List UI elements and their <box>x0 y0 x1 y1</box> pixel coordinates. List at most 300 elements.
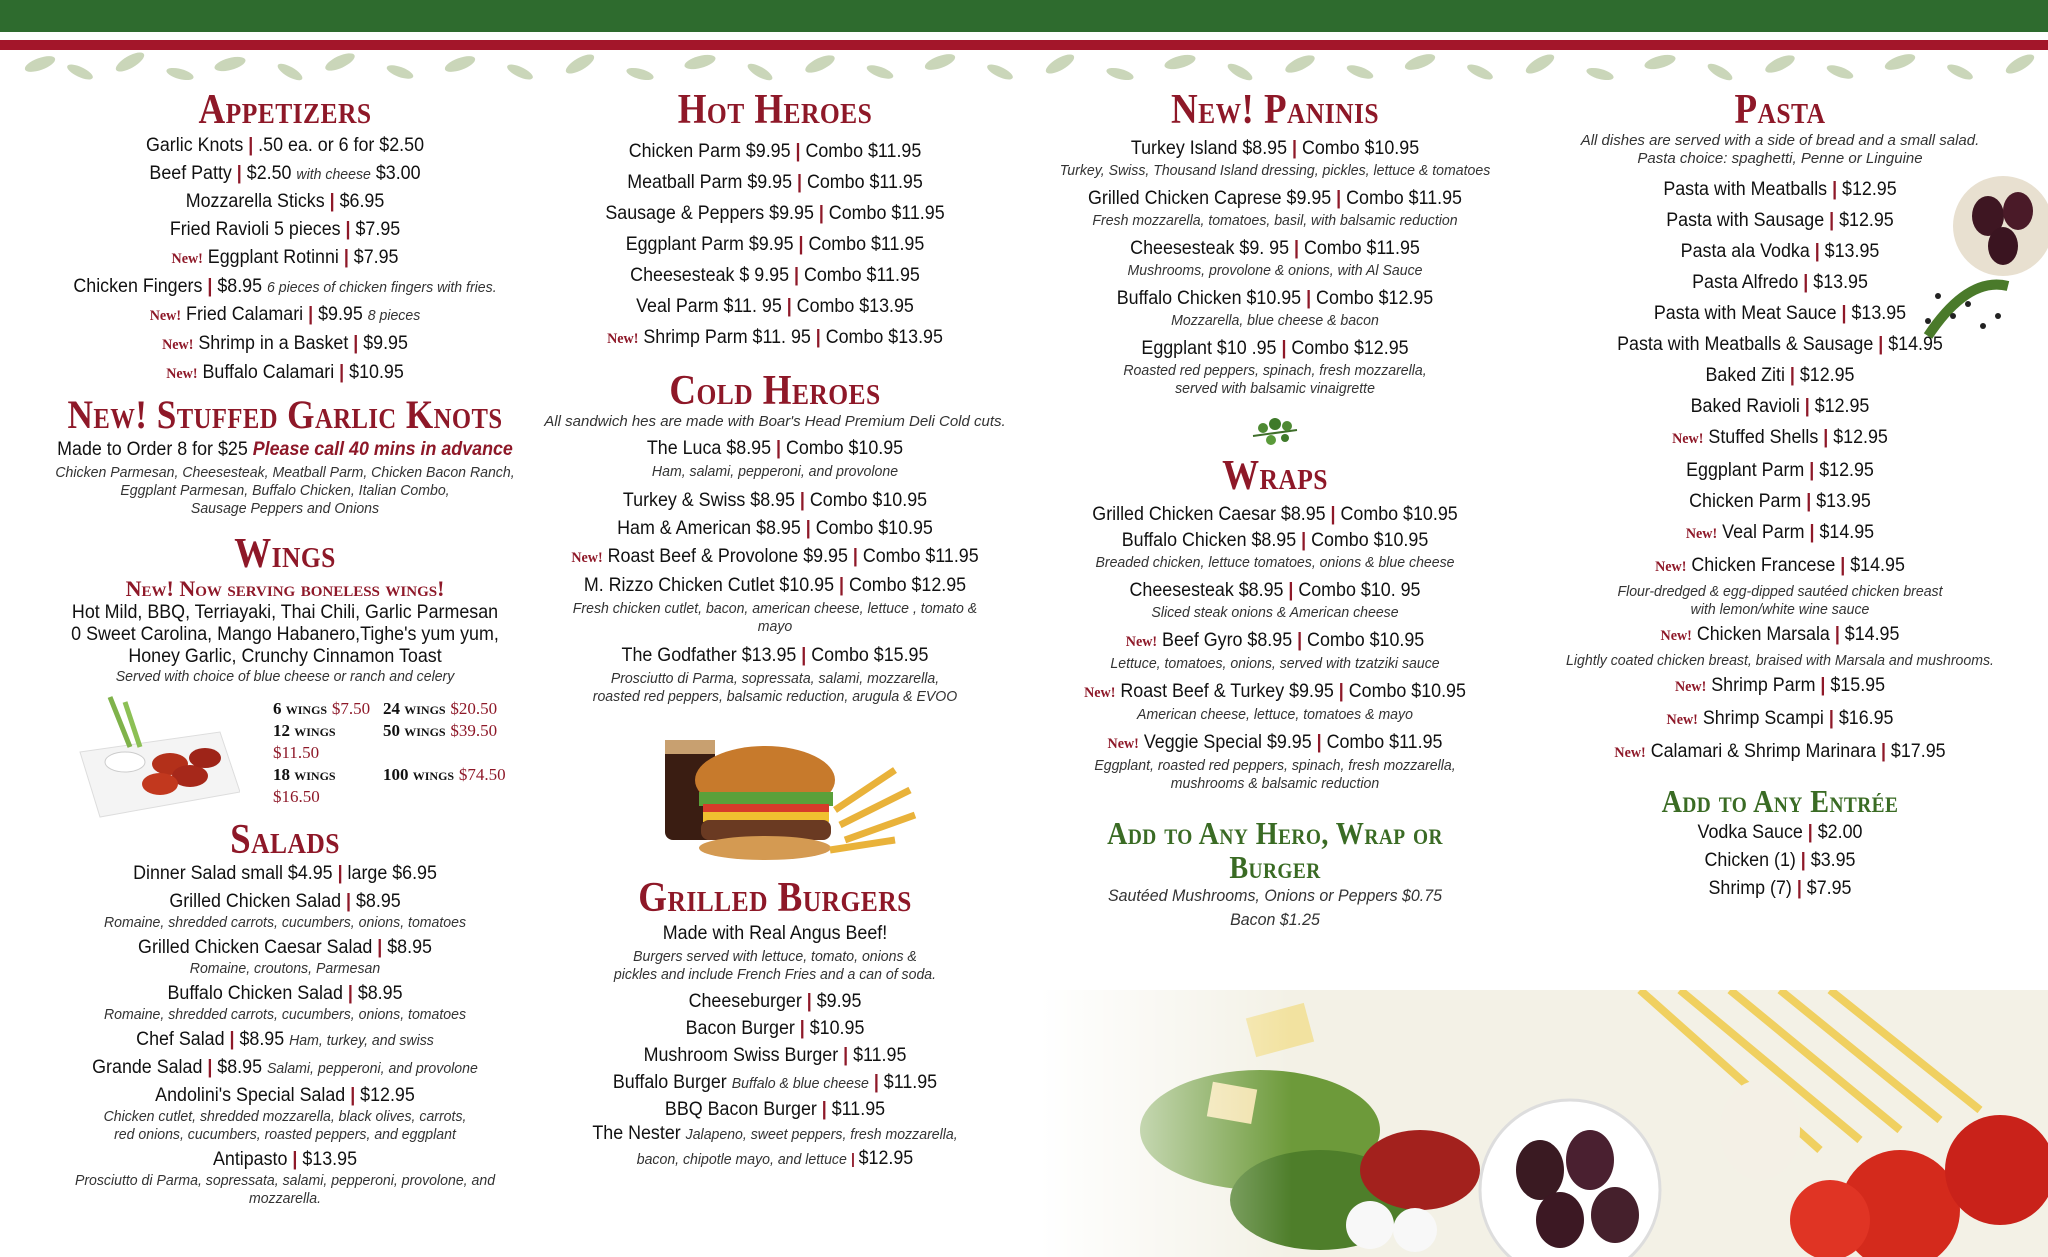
hot-heroes-title: Hot Heroes <box>677 87 873 133</box>
menu-item <box>1545 670 2015 703</box>
menu-item <box>554 487 996 515</box>
price-separator: | <box>1276 338 1292 360</box>
price-separator: | <box>800 518 816 540</box>
wraps-section <box>1040 454 1510 799</box>
item-combo: Combo $13.95 <box>825 327 943 349</box>
item-name: Eggplant <box>1141 338 1212 360</box>
new-badge: New! <box>162 337 194 354</box>
item-desc: Sliced steak onions & American cheese <box>1151 604 1399 622</box>
item-price: $14.95 <box>1888 334 1943 356</box>
item-price: $10.95 <box>1246 288 1302 310</box>
item-price: $12.95 <box>1842 179 1897 201</box>
item-combo: Combo $15.95 <box>811 645 929 667</box>
item-price: $10.95 <box>349 362 404 384</box>
menu-item <box>554 1096 996 1123</box>
item-name: Chicken Francese <box>1691 555 1836 577</box>
item-price: $13.95 <box>1816 491 1871 513</box>
wings-section <box>30 532 540 818</box>
item-price: $ 9.95 <box>739 265 790 287</box>
wraps-title: Wraps <box>1222 453 1328 500</box>
herb-sprig-icon <box>1245 410 1305 450</box>
item-name: Roast Beef & Turkey <box>1120 681 1285 703</box>
item-price: $15.95 <box>1830 675 1886 697</box>
price-separator: | <box>789 265 804 287</box>
new-badge: New! <box>1674 679 1707 696</box>
price-separator: | <box>1799 396 1815 418</box>
item-price: $13.95 <box>302 1149 358 1171</box>
item-price: $13.95 <box>1813 272 1868 294</box>
menu-item <box>1545 619 2015 652</box>
item-price: $9.95 <box>745 141 791 163</box>
item-combo: Combo $10.95 <box>1301 138 1420 160</box>
paninis-section <box>1040 88 1510 404</box>
menu-item <box>554 1042 996 1069</box>
price-separator: | <box>834 575 849 597</box>
item-combo: Combo $11.95 <box>808 234 925 256</box>
item-name: Eggplant Parm <box>1686 460 1805 482</box>
burger-photo <box>625 730 925 870</box>
price-separator: | <box>243 135 259 157</box>
item-name: Veggie Special <box>1143 732 1263 754</box>
item-name: Mozzarella Sticks <box>185 191 325 213</box>
menu-item <box>45 1148 524 1172</box>
menu-item <box>1545 360 2015 391</box>
item-name: Antipasto <box>212 1149 288 1171</box>
item-name: Chicken (1) <box>1704 849 1796 871</box>
new-badge: New! <box>1660 628 1692 645</box>
add-hero-line: Sautéed Mushrooms, Onions or Peppers $0.75 <box>1107 886 1442 906</box>
wings-count: 18 wings <box>273 765 336 785</box>
menu-item <box>45 1028 524 1052</box>
price-separator: | <box>1824 210 1840 232</box>
burgers-desc: pickles and include French Fries and a can of soda. <box>613 966 937 984</box>
item-desc: Flour-dredged & egg-dipped sautéed chicken breast <box>1617 583 1943 601</box>
item-price: $9.95 <box>803 546 848 568</box>
wings-price-value: $11.50 <box>273 743 320 763</box>
wings-price-value: $20.50 <box>450 699 498 719</box>
wings-price-value: $16.50 <box>273 787 320 807</box>
item-price: $12.95 <box>1819 460 1874 482</box>
menu-item <box>554 988 996 1015</box>
menu-item <box>45 982 524 1006</box>
pasta-note: All dishes are served with a side of bread and a small salad. <box>1580 132 1980 150</box>
wings-flavors: Honey Garlic, Crunchy Cinnamon Toast <box>128 646 442 668</box>
item-price: $8.95 <box>1280 504 1326 526</box>
price-separator: | <box>1287 138 1302 160</box>
stuffed-knots-desc: Chicken Parmesan, Cheesesteak, Meatball Parm, Chicken Bacon Ranch, <box>55 464 515 482</box>
item-price: $12.95 <box>858 1148 914 1170</box>
menu-item <box>45 160 524 188</box>
price-separator: | <box>810 327 826 349</box>
item-price: $8.95 <box>1238 580 1284 602</box>
item-name: Buffalo Burger <box>612 1072 727 1094</box>
item-price: $13.95 <box>1824 241 1880 263</box>
price-separator: | <box>1827 179 1843 201</box>
item-name: Grande Salad <box>92 1057 203 1079</box>
item-desc: Ham, turkey, and swiss <box>289 1032 434 1050</box>
price-separator: | <box>1333 681 1349 703</box>
item-combo: Combo $12.95 <box>1291 338 1409 360</box>
item-price: $11.95 <box>853 1045 907 1067</box>
item-price: $8.95 <box>357 983 403 1005</box>
item-price: $8.95 <box>217 1057 262 1079</box>
item-name: Sausage & Peppers <box>605 203 765 225</box>
item-desc: Buffalo & blue cheese <box>731 1075 869 1093</box>
add-hero-title: Add to Any Hero, Wrap or Burger <box>1107 815 1443 885</box>
salads-list <box>30 862 540 1212</box>
price-separator: | <box>348 333 364 355</box>
item-combo: Combo $11.95 <box>1303 238 1420 260</box>
item-price: $7.95 <box>353 247 399 269</box>
salads-title: Salads <box>230 817 340 864</box>
menu-item <box>45 273 524 301</box>
item-name: The Luca <box>646 438 722 460</box>
price-separator: | <box>790 141 806 163</box>
item-combo: Combo $10.95 <box>1311 530 1429 552</box>
price-separator: | <box>1311 732 1327 754</box>
item-desc: American cheese, lettuce, tomatoes & mayo <box>1137 706 1413 724</box>
item-desc: Turkey, Swiss, Thousand Island dressing, pickles, lettuce & tomatoes <box>1059 162 1491 180</box>
menu-item <box>45 330 524 359</box>
price-separator: | <box>1835 555 1851 577</box>
menu-item <box>554 136 996 167</box>
header-green-stripe <box>0 0 2048 32</box>
item-price: $9.95 <box>1289 681 1334 703</box>
menu-item <box>554 229 996 260</box>
item-price: $10 .95 <box>1216 338 1277 360</box>
column-2 <box>540 88 1010 1173</box>
item-desc: Salami, pepperoni, and provolone <box>266 1060 478 1078</box>
price-separator: | <box>345 1085 361 1107</box>
item-desc: served with balsamic vinaigrette <box>1175 380 1375 398</box>
stuffed-knots-advance-note: Please call 40 mins in advance <box>252 439 513 461</box>
item-price: $11. 95 <box>723 296 782 318</box>
item-price: $7.95 <box>1806 877 1852 899</box>
price-separator: | <box>1804 522 1820 544</box>
menu-item <box>1054 186 1496 212</box>
price-separator: | <box>1873 334 1889 356</box>
item-name: Baked Ziti <box>1705 365 1785 387</box>
price-separator: | <box>1829 624 1845 646</box>
item-desc: Romaine, shredded carrots, cucumbers, onions, tomatoes <box>103 914 467 932</box>
menu-item <box>45 216 524 244</box>
burgers-list <box>540 988 1010 1123</box>
price-separator: | <box>231 163 247 185</box>
menu-item <box>554 322 996 355</box>
item-desc: roasted red peppers, balsamic reduction, arugula & EVOO <box>592 688 958 706</box>
burgers-desc: Burgers served with lettuce, tomato, onions & <box>633 948 917 966</box>
item-desc: Lightly coated chicken breast, braised with Marsala and mushrooms. <box>1566 652 1994 670</box>
item-price: $9.95 <box>318 304 363 326</box>
wings-price-item <box>383 720 513 764</box>
olive-bowl-photo <box>1908 176 2048 356</box>
menu-item <box>45 1056 524 1080</box>
price-separator: | <box>816 1099 832 1121</box>
menu-item <box>554 167 996 198</box>
item-combo: Combo $12.95 <box>848 575 967 597</box>
item-desc: Breaded chicken, lettuce tomatoes, onions & blue cheese <box>1095 554 1455 572</box>
item-price: $17.95 <box>1890 741 1946 763</box>
wings-price-item <box>383 698 513 720</box>
menu-item <box>1054 336 1496 362</box>
item-combo: Combo $10.95 <box>1348 681 1466 703</box>
menu-item <box>45 188 524 216</box>
menu-item <box>45 1084 524 1108</box>
wings-price-value: $39.50 <box>450 721 498 741</box>
price-separator: | <box>1292 630 1308 652</box>
item-combo: Combo $11.95 <box>828 203 945 225</box>
burgers-sub: Made with Real Angus Beef! <box>662 923 888 945</box>
pasta-note: Pasta choice: spaghetti, Penne or Linguine <box>1637 150 1923 168</box>
price-separator: | <box>792 172 807 194</box>
item-name: Vodka Sauce <box>1697 821 1803 843</box>
item-name: Bacon Burger <box>685 1018 795 1040</box>
item-price: $8.95 <box>1251 530 1297 552</box>
hot-heroes-list <box>540 136 1010 355</box>
price-separator: | <box>1331 188 1347 210</box>
item-name: Grilled Chicken Salad <box>169 891 342 913</box>
item-desc: 8 pieces <box>367 307 421 325</box>
item-price: $8.95 <box>355 891 401 913</box>
new-badge: New! <box>1685 526 1718 543</box>
cold-heroes-title: Cold Heroes <box>669 368 881 415</box>
item-name: Shrimp Scampi <box>1702 708 1824 730</box>
item-price: $9. 95 <box>1239 238 1290 260</box>
menu-item <box>554 642 996 670</box>
column-3 <box>1040 88 1510 932</box>
menu-item <box>554 515 996 543</box>
item-price: $14.95 <box>1850 555 1905 577</box>
price-separator: | <box>1795 849 1811 871</box>
item-price: $9.95 <box>363 333 408 355</box>
column-1 <box>30 88 540 1212</box>
hot-heroes-section <box>540 88 1010 355</box>
menu-item <box>45 359 524 388</box>
item-desc: Romaine, croutons, Parmesan <box>189 960 381 978</box>
item-desc: Chicken cutlet, shredded mozzarella, black olives, carrots, <box>103 1108 467 1126</box>
item-price: large $6.95 <box>347 863 437 885</box>
item-price: $8.95 <box>239 1029 285 1051</box>
price-separator: | <box>838 1045 854 1067</box>
menu-item <box>1054 286 1496 312</box>
price-separator: | <box>1815 675 1831 697</box>
item-name: Chicken Parm <box>628 141 741 163</box>
wings-photo <box>70 692 240 818</box>
burgers-title: Grilled Burgers <box>638 875 912 922</box>
item-desc: bacon, chipotle mayo, and lettuce <box>636 1151 847 1169</box>
item-name: Buffalo Chicken <box>1121 530 1247 552</box>
stuffed-knots-section <box>30 394 540 518</box>
menu-item <box>1054 502 1496 528</box>
add-hero-line: Bacon $1.25 <box>1230 910 1320 930</box>
price-separator: | <box>334 362 350 384</box>
menu-item <box>554 1015 996 1042</box>
menu-item <box>1545 517 2015 550</box>
stuffed-knots-desc: Eggplant Parmesan, Buffalo Chicken, Italian Combo, <box>120 482 450 500</box>
item-name: Beef Gyro <box>1162 630 1243 652</box>
price-separator: | <box>1801 491 1817 513</box>
item-name: Pasta Alfredo <box>1692 272 1799 294</box>
item-desc: Fresh mozzarella, tomatoes, basil, with balsamic reduction <box>1092 212 1458 230</box>
item-name: Chicken Parm <box>1689 491 1802 513</box>
new-badge: New! <box>1614 745 1646 762</box>
appetizers-list <box>30 132 540 388</box>
cold-heroes-note: All sandwich hes are made with Boar's Head Premium Deli Cold cuts. <box>544 413 1006 431</box>
item-price: $12.95 <box>360 1085 415 1107</box>
item-price: $9.95 <box>769 203 814 225</box>
menu-item <box>554 1069 996 1096</box>
stuffed-knots-title: New! Stuffed Garlic Knots <box>67 392 503 438</box>
wings-count: 100 wings <box>383 765 455 785</box>
cold-heroes-section <box>540 369 1010 712</box>
item-combo: Combo $10.95 <box>1340 504 1458 526</box>
price-separator: | <box>1296 530 1312 552</box>
item-price: $10.95 <box>779 575 835 597</box>
item-price: $12.95 <box>1833 427 1888 449</box>
item-name: Mushroom Swiss Burger <box>643 1045 839 1067</box>
item-name: Buffalo Calamari <box>202 362 335 384</box>
menu-item <box>1545 819 2015 847</box>
price-separator: | <box>1823 708 1839 730</box>
item-price: .50 ea. or 6 for $2.50 <box>258 135 425 157</box>
menu-item <box>1054 528 1496 554</box>
item-price: $10.95 <box>809 1018 865 1040</box>
item-name: Beef Patty <box>149 163 232 185</box>
menu-item <box>1054 628 1496 655</box>
item-price: $8.95 <box>756 518 801 540</box>
price-separator: | <box>1289 238 1304 260</box>
menu-item <box>554 291 996 322</box>
menu-item <box>1054 236 1496 262</box>
item-name: Baked Ravioli <box>1690 396 1800 418</box>
price-separator: | <box>793 234 809 256</box>
pasta-title: Pasta <box>1734 87 1826 133</box>
price-separator: | <box>1804 460 1820 482</box>
salads-section <box>30 818 540 1212</box>
new-badge: New! <box>149 308 182 325</box>
menu-item <box>45 936 524 960</box>
add-hero-section <box>1040 817 1510 932</box>
wings-subtitle: New! Now serving boneless wings! <box>125 576 445 602</box>
item-name: BBQ Bacon Burger <box>664 1099 817 1121</box>
price-separator: | <box>1301 288 1317 310</box>
menu-item <box>554 572 996 600</box>
wings-price-value: $7.50 <box>331 699 371 719</box>
item-price: $11.95 <box>831 1099 886 1121</box>
wings-count: 6 wings <box>273 699 328 719</box>
item-price: $9.95 <box>816 991 862 1013</box>
item-price: $11.95 <box>883 1072 938 1094</box>
wings-flavors: 0 Sweet Carolina, Mango Habanero,Tighe's yum yum, <box>71 624 499 646</box>
item-name: Grilled Chicken Caesar <box>1092 504 1276 526</box>
vegetables-photo <box>1040 990 2048 1257</box>
item-name: Cheesesteak <box>1129 580 1234 602</box>
item-name: Roast Beef & Provolone <box>607 546 799 568</box>
item-name: Turkey & Swiss <box>622 490 746 512</box>
item-price: $12.95 <box>1814 396 1870 418</box>
price-separator: | <box>1802 821 1818 843</box>
item-name: Ham & American <box>617 518 752 540</box>
wraps-list <box>1040 502 1510 799</box>
item-price: $8.95 <box>217 276 263 298</box>
item-combo: Combo $10.95 <box>1307 630 1425 652</box>
item-name: Cheeseburger <box>688 991 802 1013</box>
price-separator: | <box>796 645 812 667</box>
add-entree-list <box>1530 819 2030 903</box>
menu-item <box>1054 136 1496 162</box>
item-combo: Combo $10.95 <box>809 490 928 512</box>
price-separator: | <box>1325 504 1341 526</box>
item-price: $13.95 <box>741 645 797 667</box>
menu-item <box>554 198 996 229</box>
item-name: The Godfather <box>621 645 737 667</box>
item-name: Dinner Salad small $4.95 <box>133 863 333 885</box>
menu-item <box>1545 486 2015 517</box>
item-name: Andolini's Special Salad <box>155 1085 346 1107</box>
menu-item <box>1545 455 2015 486</box>
item-price: $3.95 <box>1810 849 1856 871</box>
item-combo: Combo $11.95 <box>806 172 923 194</box>
price-separator: | <box>794 490 810 512</box>
item-combo: Combo $11.95 <box>1326 732 1443 754</box>
menu-item <box>1054 679 1496 706</box>
item-price: $8.95 <box>726 438 772 460</box>
menu-item <box>1545 391 2015 422</box>
price-separator: | <box>1876 741 1891 763</box>
menu-item <box>45 132 524 160</box>
item-name: Eggplant Parm <box>625 234 744 256</box>
wings-price-item <box>273 764 383 808</box>
wings-price-item <box>273 720 383 764</box>
item-price: $8.95 <box>750 490 795 512</box>
item-name: Turkey Island <box>1130 138 1238 160</box>
new-badge: New! <box>1655 559 1687 576</box>
item-combo: Combo $11.95 <box>1346 188 1462 210</box>
new-badge: New! <box>1672 431 1704 448</box>
wings-price-item <box>383 764 513 808</box>
item-name: Shrimp Parm <box>1711 675 1816 697</box>
item-name: Pasta ala Vodka <box>1680 241 1810 263</box>
new-badge: New! <box>571 550 603 567</box>
new-badge: New! <box>607 331 639 348</box>
item-combo: Combo $10.95 <box>785 438 904 460</box>
item-desc: red onions, cucumbers, roasted peppers, and eggplant <box>114 1126 456 1144</box>
item-name: Veal Parm <box>1722 522 1805 544</box>
menu-item <box>1054 730 1496 757</box>
price-separator: | <box>1784 365 1800 387</box>
item-name: Fried Calamari <box>186 304 304 326</box>
price-separator: | <box>224 1029 240 1051</box>
new-badge: New! <box>166 366 198 383</box>
item-combo: Combo $11.95 <box>805 141 922 163</box>
item-desc: Mozzarella, blue cheese & bacon <box>1171 312 1379 330</box>
item-price: $12.95 <box>1839 210 1894 232</box>
wings-count: 12 wings <box>273 721 336 741</box>
item-price: $11. 95 <box>752 327 811 349</box>
item-desc: Ham, salami, pepperoni, and provolone <box>651 463 899 481</box>
item-name: Grilled Chicken Caprese <box>1087 188 1282 210</box>
price-separator: | <box>781 296 797 318</box>
item-name: Cheesesteak <box>1130 238 1235 260</box>
header-red-stripe <box>0 40 2048 50</box>
item-price: $3.00 <box>375 163 421 185</box>
price-separator: | <box>340 219 356 241</box>
item-name: Calamari & Shrimp Marinara <box>1650 741 1877 763</box>
price-separator: | <box>1809 241 1825 263</box>
item-desc: Fresh chicken cutlet, bacon, american cheese, lettuce , tomato & mayo <box>572 600 978 636</box>
price-separator: | <box>1791 877 1807 899</box>
price-separator: | <box>1836 303 1852 325</box>
